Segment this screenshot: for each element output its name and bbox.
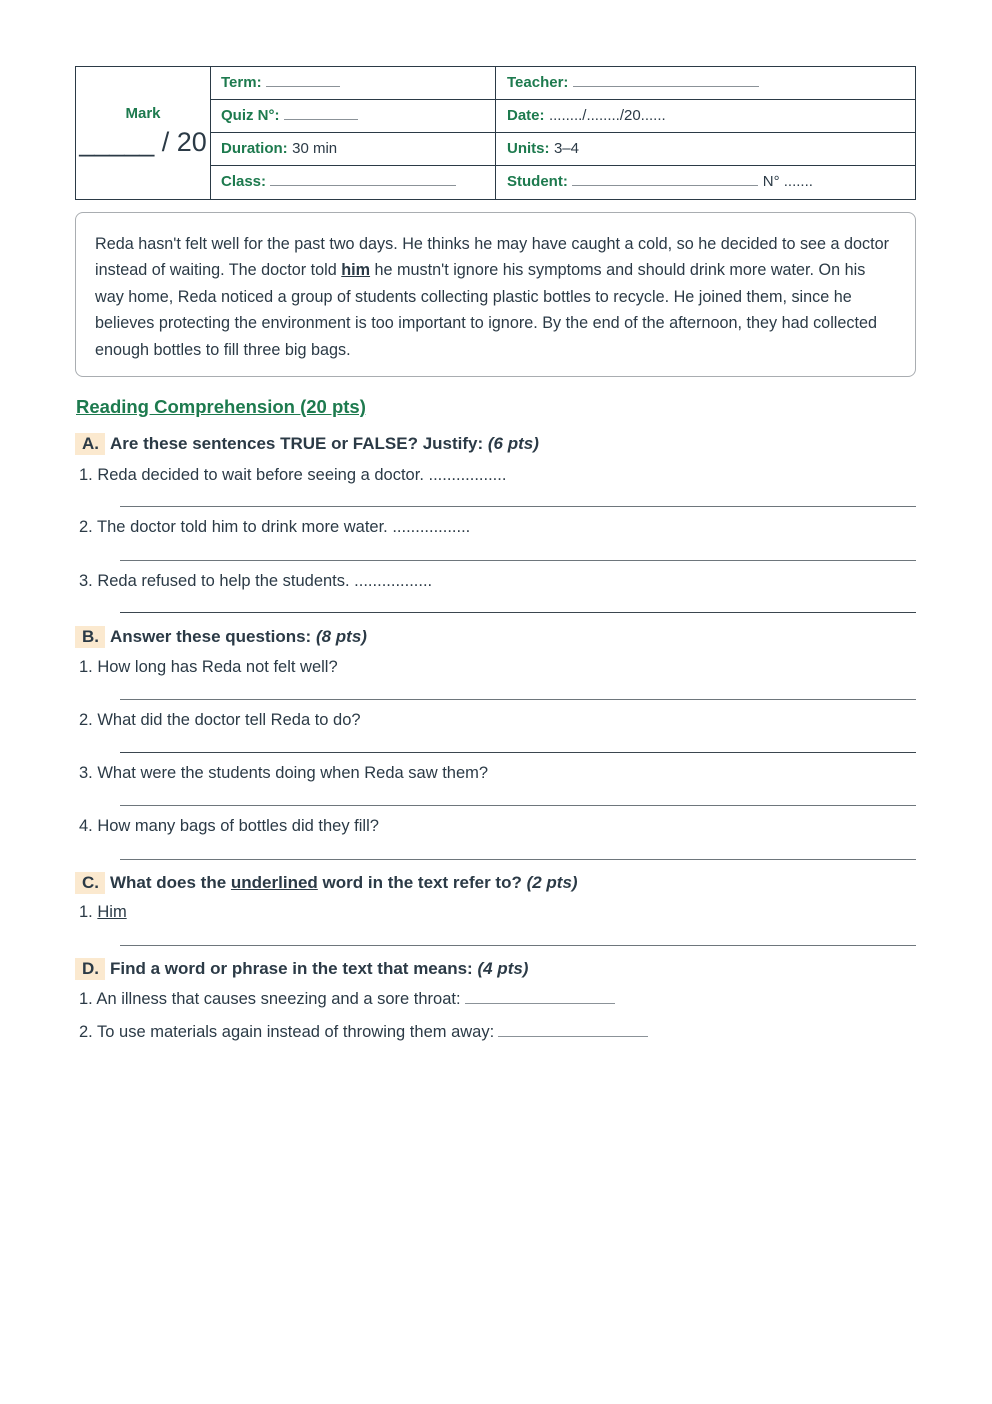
- header-row-quiz: [210, 100, 915, 133]
- part-b-item-1: 1. How long has Reda not felt well?: [79, 658, 338, 676]
- part-c-item-word: Him: [97, 903, 127, 921]
- teacher-label: Teacher:: [507, 74, 569, 91]
- part-d-badge: D.: [75, 958, 105, 980]
- units-label: Units:: [507, 140, 550, 157]
- part-a-points: (6 pts): [487, 434, 539, 453]
- answer-line[interactable]: [120, 506, 916, 507]
- part-d-title: Find a word or phrase in the text that means:: [110, 959, 473, 978]
- part-c-title-after: word in the text refer to?: [322, 873, 522, 892]
- reading-passage: [75, 212, 916, 377]
- part-d-heading: [75, 958, 528, 980]
- answer-line[interactable]: [120, 612, 916, 613]
- units-value: 3–4: [553, 140, 579, 157]
- student-field[interactable]: [572, 173, 758, 186]
- part-a-item-2: 2. The doctor told him to drink more water. .................: [79, 518, 471, 536]
- answer-line[interactable]: [120, 560, 916, 561]
- part-b-heading: [75, 626, 367, 648]
- answer-line[interactable]: [120, 859, 916, 860]
- passage-text-before: Reda hasn't felt well for the past two days. He thinks he may have caught a cold, so he decided to see a doctor instead of waiting. The doctor told: [95, 235, 890, 280]
- mark-label: Mark: [125, 105, 161, 122]
- part-b-points: (8 pts): [315, 627, 367, 646]
- part-c-heading: [75, 872, 578, 894]
- part-a-item-3: 3. Reda refused to help the students. .................: [79, 572, 433, 590]
- answer-line[interactable]: [120, 945, 916, 946]
- class-label: Class:: [221, 173, 267, 190]
- part-c-item-1: [79, 903, 127, 922]
- part-b-badge: B.: [75, 626, 105, 648]
- quiz-label: Quiz N°:: [221, 107, 280, 124]
- mark-value: _____ / 20: [79, 127, 207, 157]
- part-a-item-1: 1. Reda decided to wait before seeing a doctor. .................: [79, 466, 507, 484]
- part-d-item-1: [79, 989, 615, 1009]
- part-a-title: Are these sentences TRUE or FALSE? Justify:: [110, 434, 484, 453]
- term-field[interactable]: [266, 74, 340, 87]
- part-c-title-underlined: underlined: [230, 873, 318, 892]
- term-label: Term:: [221, 74, 262, 91]
- part-d-answer-field-2[interactable]: [498, 1022, 648, 1037]
- part-d-item-2: [79, 1022, 648, 1042]
- answer-line[interactable]: [120, 805, 916, 806]
- part-b-item-4: 4. How many bags of bottles did they fill?: [79, 817, 379, 835]
- part-c-points: (2 pts): [526, 873, 578, 892]
- duration-value: 30 min: [292, 140, 338, 157]
- part-c-item-number: 1.: [79, 903, 93, 921]
- student-label: Student:: [507, 173, 568, 190]
- part-b-title: Answer these questions:: [110, 627, 312, 646]
- part-d-answer-field-1[interactable]: [465, 989, 615, 1004]
- date-value[interactable]: ......../......../20......: [548, 107, 666, 124]
- mark-cell: [76, 67, 211, 199]
- date-label: Date:: [507, 107, 545, 124]
- class-field[interactable]: [270, 173, 456, 186]
- part-d-item-1-text: 1. An illness that causes sneezing and a sore throat:: [79, 990, 461, 1008]
- header-row-duration: [210, 133, 915, 166]
- part-a-badge: A.: [75, 433, 105, 455]
- passage-underlined-word: him: [341, 261, 371, 280]
- answer-line[interactable]: [120, 752, 916, 753]
- part-b-item-2: 2. What did the doctor tell Reda to do?: [79, 711, 361, 729]
- header-row-term: [210, 67, 915, 100]
- student-number[interactable]: N° .......: [762, 173, 813, 190]
- part-d-item-2-text: 2. To use materials again instead of throwing them away:: [79, 1023, 495, 1041]
- header-row-class: [210, 166, 915, 199]
- quiz-field[interactable]: [284, 107, 358, 120]
- part-c-badge: C.: [75, 872, 105, 894]
- teacher-field[interactable]: [573, 74, 759, 87]
- part-b-item-3: 3. What were the students doing when Reda saw them?: [79, 764, 489, 782]
- answer-line[interactable]: [120, 699, 916, 700]
- passage-text-after: he mustn't ignore his symptoms and should drink more water. On his way home, Reda noticed a group of students collecting plastic bottles to recycle. He joined them, since he believes protecting the environment is too important to ignore. By the end of the afternoon, they had collected enough bottles to fill three big bags.: [95, 261, 877, 359]
- duration-label: Duration:: [221, 140, 288, 157]
- part-a-heading: [75, 433, 539, 455]
- header-table: [75, 66, 916, 200]
- section-title: Reading Comprehension (20 pts): [76, 396, 366, 417]
- part-d-points: (4 pts): [477, 959, 529, 978]
- part-c-title-before: What does the: [110, 873, 227, 892]
